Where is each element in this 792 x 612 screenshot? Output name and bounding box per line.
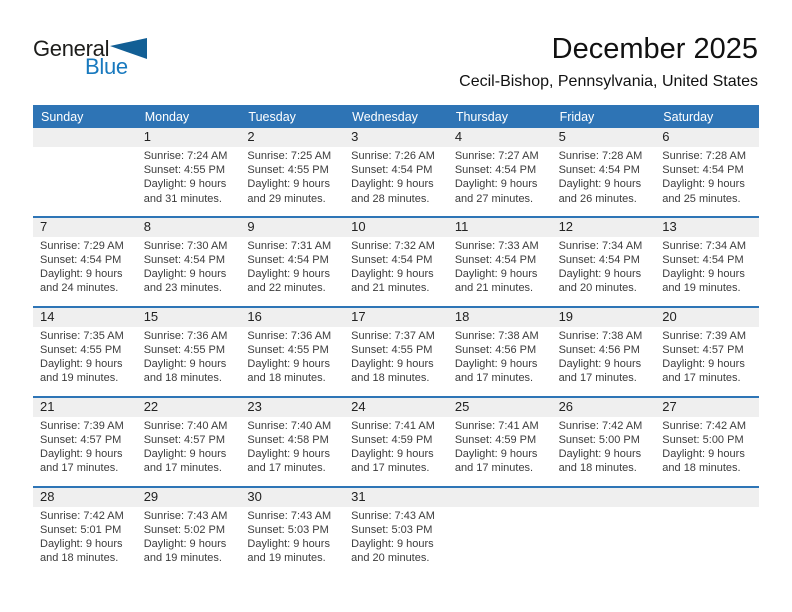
day-cell-27 [655, 417, 759, 486]
day-cell-8 [137, 237, 241, 306]
daylight-text-line2: and 28 minutes. [351, 192, 430, 205]
sunset-text: Sunset: 5:03 PM [247, 524, 329, 537]
sunrise-text: Sunrise: 7:43 AM [247, 509, 332, 522]
day-cell-28 [33, 507, 137, 576]
daylight-text-line2: and 21 minutes. [351, 282, 430, 295]
date-number-7: 7 [40, 218, 48, 234]
sunset-text: Sunset: 5:00 PM [662, 434, 744, 447]
date-number-3: 3 [351, 129, 359, 144]
sunrise-text: Sunrise: 7:28 AM [558, 150, 643, 162]
date-number-26: 26 [558, 398, 574, 414]
sunset-text: Sunset: 4:55 PM [247, 344, 329, 357]
date-number-10: 10 [351, 218, 366, 234]
date-number-empty [552, 488, 656, 507]
details-row [33, 147, 759, 216]
daylight-text-line1: Daylight: 9 hours [351, 358, 434, 371]
sunrise-text: Sunrise: 7:39 AM [40, 419, 124, 432]
sunrise-text: Sunrise: 7:38 AM [558, 329, 643, 342]
daylight-text-line1: Daylight: 9 hours [558, 448, 642, 461]
sunrise-text: Sunrise: 7:39 AM [662, 329, 747, 342]
daylight-text-line2: and 17 minutes. [662, 372, 741, 385]
sunrise-text: Sunrise: 7:31 AM [247, 239, 332, 252]
daylight-text-line1: Daylight: 9 hours [40, 448, 123, 461]
day-cell-10 [344, 237, 448, 306]
date-number-22: 22 [143, 398, 159, 414]
page-title: December 2025 [551, 33, 758, 65]
day-cell-empty [33, 147, 137, 216]
sunrise-text: Sunrise: 7:36 AM [247, 329, 332, 342]
date-number-27: 27 [662, 398, 677, 414]
week-row-3 [33, 306, 759, 396]
details-row [33, 327, 759, 396]
date-number-18: 18 [454, 308, 470, 324]
daylight-text-line2: and 29 minutes. [247, 192, 326, 205]
weekday-header-saturday: Saturday [663, 109, 714, 124]
daylight-text-line1: Daylight: 9 hours [40, 358, 123, 371]
sunset-text: Sunset: 4:54 PM [351, 254, 433, 267]
sunrise-text: Sunrise: 7:42 AM [662, 419, 747, 432]
daylight-text-line1: Daylight: 9 hours [454, 448, 538, 461]
weeks-container [33, 128, 759, 576]
daylight-text-line1: Daylight: 9 hours [143, 448, 227, 461]
sunset-text: Sunset: 4:55 PM [143, 164, 226, 177]
day-cell-empty [655, 507, 759, 576]
daylight-text-line2: and 22 minutes. [247, 282, 326, 295]
date-number-21: 21 [40, 398, 55, 414]
daylight-text-line2: and 18 minutes. [351, 372, 430, 385]
date-number-4: 4 [454, 129, 463, 144]
day-cell-24 [344, 417, 448, 486]
sunset-text: Sunset: 4:57 PM [662, 344, 744, 357]
date-number-9: 9 [247, 218, 255, 234]
date-number-16: 16 [247, 308, 262, 324]
daylight-text-line1: Daylight: 9 hours [143, 178, 227, 191]
daylight-text-line2: and 20 minutes. [351, 552, 430, 565]
sunrise-text: Sunrise: 7:24 AM [143, 150, 228, 162]
weekday-header-wednesday: Wednesday [352, 109, 418, 124]
day-cell-25 [448, 417, 552, 486]
weekday-header-sunday: Sunday [41, 109, 84, 124]
sunrise-text: Sunrise: 7:43 AM [351, 509, 435, 522]
daylight-text-line1: Daylight: 9 hours [351, 448, 434, 461]
day-cell-20 [655, 327, 759, 396]
day-cell-15 [137, 327, 241, 396]
page-subtitle: Cecil-Bishop, Pennsylvania, United States [459, 73, 758, 91]
daylight-text-line1: Daylight: 9 hours [143, 268, 227, 281]
daylight-text-line2: and 18 minutes. [558, 462, 637, 475]
day-cell-7 [33, 237, 137, 306]
date-number-5: 5 [558, 129, 566, 144]
daylight-text-line1: Daylight: 9 hours [351, 178, 434, 191]
sunset-text: Sunset: 4:54 PM [662, 254, 744, 267]
date-number-8: 8 [143, 218, 151, 234]
daylight-text-line2: and 23 minutes. [143, 282, 222, 295]
daylight-text-line1: Daylight: 9 hours [40, 538, 123, 551]
daylight-text-line1: Daylight: 9 hours [351, 268, 434, 281]
sunset-text: Sunset: 4:54 PM [143, 254, 226, 267]
daylight-text-line1: Daylight: 9 hours [558, 268, 642, 281]
date-number-24: 24 [351, 398, 366, 414]
week-row-2 [33, 216, 759, 306]
date-number-17: 17 [351, 308, 366, 324]
sunrise-text: Sunrise: 7:27 AM [454, 150, 539, 162]
day-cell-21 [33, 417, 137, 486]
logo-general-text: General [33, 36, 110, 61]
weekday-header-thursday: Thursday [455, 109, 508, 124]
day-cell-12 [552, 237, 656, 306]
sunrise-text: Sunrise: 7:37 AM [351, 329, 435, 342]
sunrise-text: Sunrise: 7:25 AM [247, 150, 332, 162]
sunset-text: Sunset: 4:56 PM [454, 344, 537, 357]
title-block [459, 33, 758, 91]
sunrise-text: Sunrise: 7:35 AM [40, 329, 124, 342]
sunrise-text: Sunrise: 7:42 AM [558, 419, 643, 432]
daylight-text-line2: and 21 minutes. [454, 282, 534, 295]
date-number-25: 25 [454, 398, 470, 414]
date-number-1: 1 [143, 129, 151, 144]
sunset-text: Sunset: 4:57 PM [40, 434, 122, 447]
day-cell-5 [552, 147, 656, 216]
day-cell-16 [240, 327, 344, 396]
daylight-text-line2: and 26 minutes. [558, 192, 637, 205]
sunset-text: Sunset: 5:03 PM [351, 524, 433, 537]
sunset-text: Sunset: 5:00 PM [558, 434, 640, 447]
daylight-text-line1: Daylight: 9 hours [662, 358, 745, 371]
sunset-text: Sunset: 4:59 PM [351, 434, 433, 447]
day-cell-17 [344, 327, 448, 396]
daylight-text-line2: and 17 minutes. [558, 372, 637, 385]
daylight-text-line2: and 19 minutes. [662, 282, 741, 295]
daylight-text-line2: and 19 minutes. [247, 552, 326, 565]
sunset-text: Sunset: 4:55 PM [143, 344, 226, 357]
daylight-text-line2: and 19 minutes. [40, 372, 119, 385]
daylight-text-line2: and 19 minutes. [143, 552, 222, 565]
day-cell-14 [33, 327, 137, 396]
daylight-text-line1: Daylight: 9 hours [143, 538, 227, 551]
date-number-empty [655, 488, 759, 507]
daylight-text-line1: Daylight: 9 hours [247, 358, 330, 371]
sunset-text: Sunset: 4:59 PM [454, 434, 537, 447]
weekday-header-monday: Monday [144, 109, 190, 124]
date-band [33, 398, 759, 417]
week-row-5 [33, 486, 759, 576]
sunset-text: Sunset: 4:55 PM [247, 164, 329, 177]
daylight-text-line1: Daylight: 9 hours [247, 448, 330, 461]
weekday-header-row [33, 105, 759, 128]
date-number-15: 15 [143, 308, 159, 324]
week-row-1 [33, 128, 759, 216]
date-band [33, 128, 759, 147]
daylight-text-line1: Daylight: 9 hours [247, 538, 330, 551]
day-cell-2 [240, 147, 344, 216]
details-row [33, 237, 759, 306]
sunrise-text: Sunrise: 7:40 AM [143, 419, 228, 432]
daylight-text-line2: and 18 minutes. [662, 462, 741, 475]
date-number-11: 11 [454, 218, 469, 234]
day-cell-23 [240, 417, 344, 486]
daylight-text-line1: Daylight: 9 hours [558, 178, 642, 191]
sunset-text: Sunset: 5:02 PM [143, 524, 226, 537]
date-number-empty [448, 488, 552, 507]
sunset-text: Sunset: 4:55 PM [40, 344, 122, 357]
sunrise-text: Sunrise: 7:30 AM [143, 239, 228, 252]
day-cell-18 [448, 327, 552, 396]
daylight-text-line2: and 17 minutes. [454, 462, 534, 475]
daylight-text-line2: and 17 minutes. [40, 462, 119, 475]
day-cell-29 [137, 507, 241, 576]
sunrise-text: Sunrise: 7:34 AM [558, 239, 643, 252]
daylight-text-line1: Daylight: 9 hours [40, 268, 123, 281]
daylight-text-line2: and 17 minutes. [454, 372, 534, 385]
weekday-header-friday: Friday [559, 109, 595, 124]
details-row [33, 507, 759, 576]
daylight-text-line1: Daylight: 9 hours [351, 538, 434, 551]
sunrise-text: Sunrise: 7:41 AM [351, 419, 435, 432]
daylight-text-line2: and 27 minutes. [454, 192, 534, 205]
sunset-text: Sunset: 4:54 PM [40, 254, 122, 267]
day-cell-1 [137, 147, 241, 216]
day-cell-3 [344, 147, 448, 216]
date-number-12: 12 [558, 218, 574, 234]
daylight-text-line1: Daylight: 9 hours [454, 178, 538, 191]
day-cell-26 [552, 417, 656, 486]
date-number-19: 19 [558, 308, 574, 324]
sunrise-text: Sunrise: 7:34 AM [662, 239, 747, 252]
date-number-29: 29 [143, 488, 159, 504]
sunrise-text: Sunrise: 7:29 AM [40, 239, 124, 252]
day-cell-6 [655, 147, 759, 216]
daylight-text-line2: and 20 minutes. [558, 282, 637, 295]
date-number-30: 30 [247, 488, 262, 504]
daylight-text-line1: Daylight: 9 hours [454, 358, 538, 371]
weekday-header-tuesday: Tuesday [248, 109, 296, 124]
sunset-text: Sunset: 4:58 PM [247, 434, 329, 447]
sunset-text: Sunset: 4:54 PM [454, 254, 537, 267]
daylight-text-line2: and 31 minutes. [143, 192, 222, 205]
sunset-text: Sunset: 4:55 PM [351, 344, 433, 357]
sunset-text: Sunset: 4:57 PM [143, 434, 226, 447]
daylight-text-line1: Daylight: 9 hours [662, 268, 745, 281]
day-cell-11 [448, 237, 552, 306]
calendar-table [33, 105, 759, 576]
sunrise-text: Sunrise: 7:26 AM [351, 150, 435, 162]
date-number-13: 13 [662, 218, 677, 234]
sunrise-text: Sunrise: 7:36 AM [143, 329, 228, 342]
day-cell-31 [344, 507, 448, 576]
details-row [33, 417, 759, 486]
daylight-text-line2: and 17 minutes. [143, 462, 222, 475]
sunrise-text: Sunrise: 7:32 AM [351, 239, 435, 252]
sunrise-text: Sunrise: 7:33 AM [454, 239, 539, 252]
day-cell-empty [552, 507, 656, 576]
daylight-text-line2: and 25 minutes. [662, 192, 741, 205]
date-number-20: 20 [662, 308, 677, 324]
day-cell-13 [655, 237, 759, 306]
daylight-text-line1: Daylight: 9 hours [558, 358, 642, 371]
daylight-text-line2: and 17 minutes. [247, 462, 326, 475]
daylight-text-line1: Daylight: 9 hours [143, 358, 227, 371]
date-band [33, 218, 759, 237]
daylight-text-line1: Daylight: 9 hours [662, 178, 745, 191]
daylight-text-line1: Daylight: 9 hours [247, 268, 330, 281]
date-number-14: 14 [40, 308, 55, 324]
sunrise-text: Sunrise: 7:42 AM [40, 509, 124, 522]
daylight-text-line1: Daylight: 9 hours [454, 268, 538, 281]
week-row-4 [33, 396, 759, 486]
date-band [33, 308, 759, 327]
sunset-text: Sunset: 4:54 PM [247, 254, 329, 267]
general-blue-logo [33, 38, 163, 78]
logo-blue-text: Blue [85, 54, 128, 79]
day-cell-22 [137, 417, 241, 486]
day-cell-30 [240, 507, 344, 576]
day-cell-empty [448, 507, 552, 576]
daylight-text-line2: and 18 minutes. [247, 372, 326, 385]
date-number-28: 28 [40, 488, 55, 504]
daylight-text-line2: and 24 minutes. [40, 282, 119, 295]
sunrise-text: Sunrise: 7:41 AM [454, 419, 539, 432]
day-cell-9 [240, 237, 344, 306]
daylight-text-line2: and 18 minutes. [40, 552, 119, 565]
day-cell-19 [552, 327, 656, 396]
daylight-text-line2: and 18 minutes. [143, 372, 222, 385]
daylight-text-line2: and 17 minutes. [351, 462, 430, 475]
date-number-2: 2 [247, 129, 255, 144]
date-number-31: 31 [351, 488, 366, 504]
sunset-text: Sunset: 4:54 PM [351, 164, 433, 177]
date-number-6: 6 [662, 129, 670, 144]
sunset-text: Sunset: 4:54 PM [558, 164, 640, 177]
date-band [33, 488, 759, 507]
day-cell-4 [448, 147, 552, 216]
sunset-text: Sunset: 4:54 PM [558, 254, 640, 267]
sunset-text: Sunset: 5:01 PM [40, 524, 122, 537]
date-number-empty [33, 128, 137, 147]
date-number-23: 23 [247, 398, 262, 414]
sunset-text: Sunset: 4:54 PM [662, 164, 744, 177]
sunrise-text: Sunrise: 7:28 AM [662, 150, 747, 162]
daylight-text-line1: Daylight: 9 hours [247, 178, 330, 191]
sunrise-text: Sunrise: 7:43 AM [143, 509, 228, 522]
daylight-text-line1: Daylight: 9 hours [662, 448, 745, 461]
sunrise-text: Sunrise: 7:40 AM [247, 419, 332, 432]
sunrise-text: Sunrise: 7:38 AM [454, 329, 539, 342]
sunset-text: Sunset: 4:54 PM [454, 164, 537, 177]
sunset-text: Sunset: 4:56 PM [558, 344, 640, 357]
